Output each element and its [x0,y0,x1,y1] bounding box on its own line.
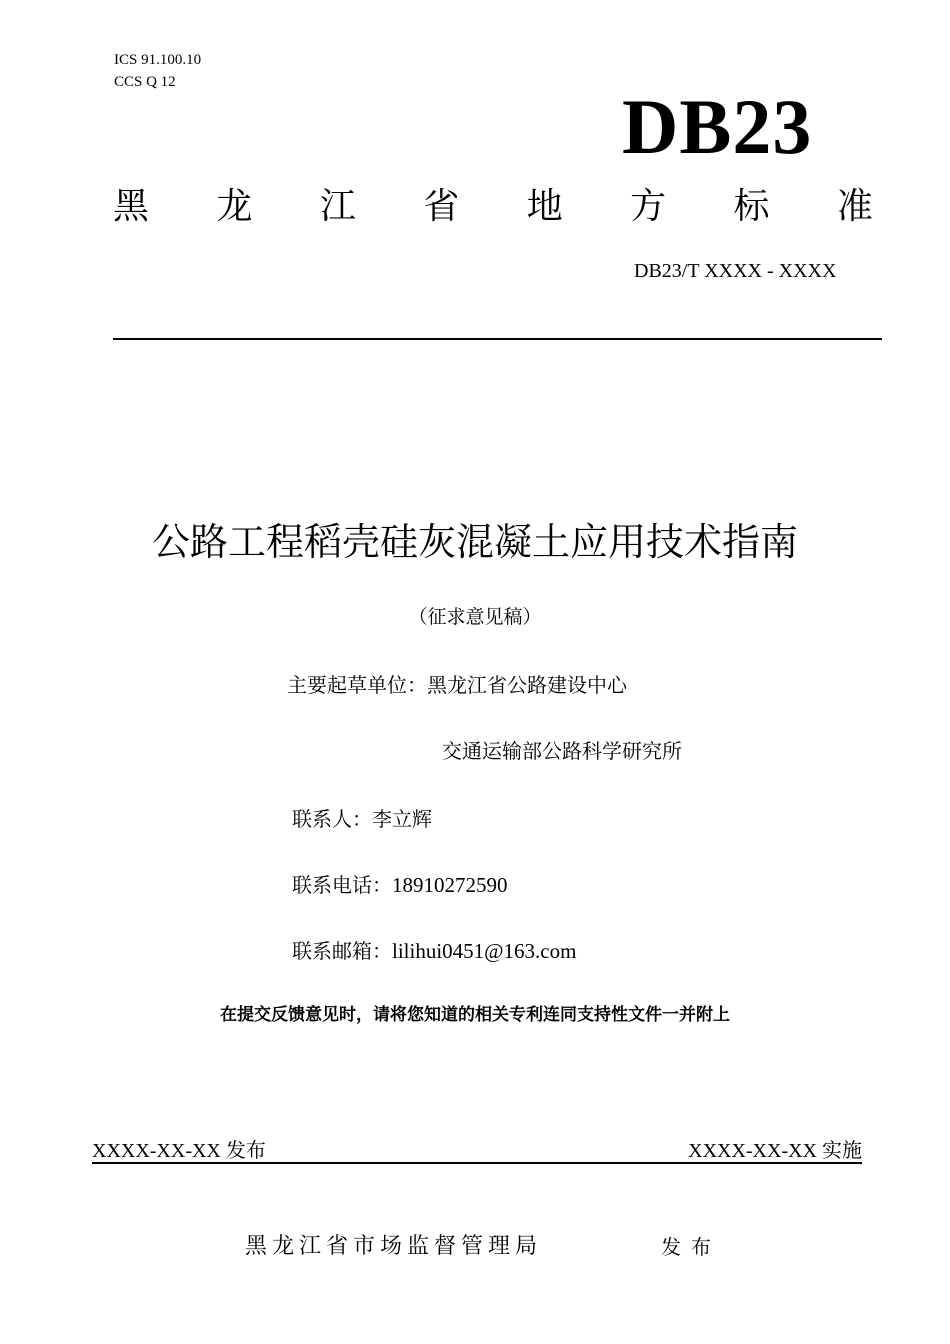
patent-note: 在提交反馈意见时，请将您知道的相关专利连同支持性文件一并附上 [220,1005,730,1025]
contact-person-name: 李立辉 [372,807,432,831]
implement-date [688,1137,862,1164]
implement-label: 实施 [822,1138,862,1162]
contact-phone-number: 18910272590 [392,873,508,897]
contact-email-address: lilihui0451@163.com [392,939,577,963]
footer-divider [92,1162,862,1164]
contact-person [292,805,432,833]
standard-type-char: 省 [423,186,460,227]
ics-code: ICS 91.100.10 [114,52,202,68]
standard-type-char: 标 [733,186,770,227]
contact-email-label: 联系邮箱： [292,939,392,963]
implement-date-value: XXXX-XX-XX [688,1140,817,1162]
drafting-unit-label: 主要起草单位： [287,673,427,697]
standard-type-char: 江 [319,186,356,227]
contact-phone [292,871,508,899]
publish-date-value: XXXX-XX-XX [92,1140,221,1162]
standard-logo: DB23 [622,83,813,170]
drafting-unit-secondary: 交通运输部公路科学研究所 [442,739,682,763]
publish-label: 发布 [225,1138,266,1162]
contact-email [292,937,576,965]
document-subtitle: （征求意见稿） [408,606,542,628]
drafting-unit-name: 黑龙江省公路建设中心 [427,673,627,697]
standard-type-char: 方 [630,186,667,227]
contact-phone-label: 联系电话： [292,873,392,897]
ccs-code: CCS Q 12 [114,74,176,90]
publish-date [92,1137,266,1164]
standard-type-char: 黑 [113,186,150,227]
document-title: 公路工程稻壳硅灰混凝土应用技术指南 [151,520,798,564]
classification-codes [114,49,201,93]
standard-code: DB23/T XXXX - XXXX [634,260,837,282]
drafting-unit-primary [287,671,627,699]
issuing-action: 发布 [661,1235,721,1259]
standard-type-char: 地 [526,186,563,227]
standard-type-char: 准 [836,186,873,227]
standard-type [113,185,873,229]
contact-person-label: 联系人： [292,807,372,831]
header-divider [113,338,882,340]
issuing-authority: 黑龙江省市场监督管理局 [245,1234,543,1259]
standard-type-char: 龙 [216,186,253,227]
